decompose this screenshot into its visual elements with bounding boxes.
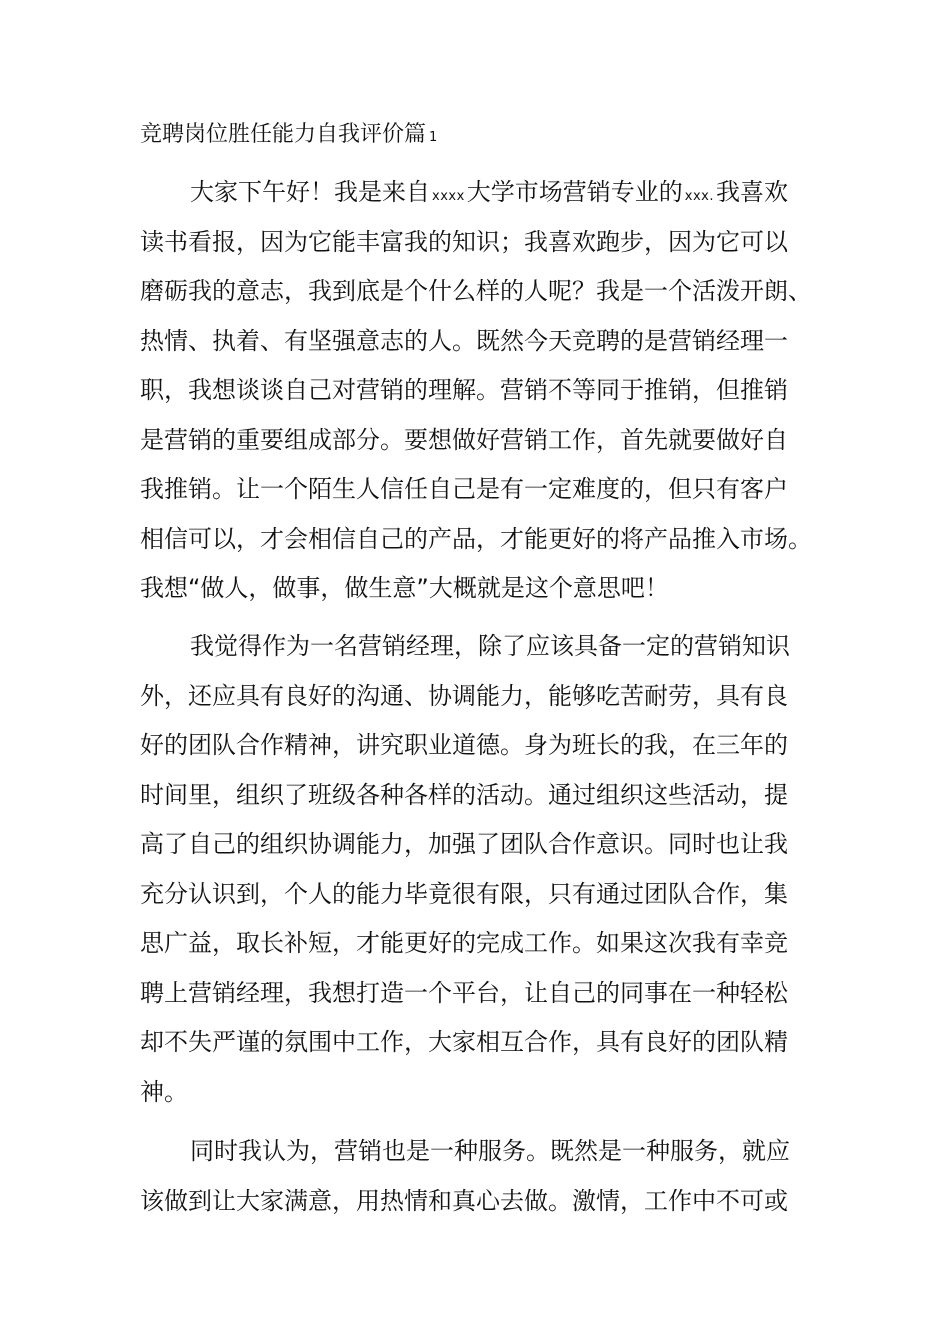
paragraph-line: 读书看报，因为它能丰富我的知识；我喜欢跑步，因为它可以 — [140, 227, 788, 256]
paragraph-line: 我想“做人，做事，做生意”大概就是这个意思吧！ — [140, 574, 669, 602]
paragraph-line: 充分认识到，个人的能力毕竟很有限，只有通过团队合作，集 — [140, 879, 788, 908]
paragraph-teamwork — [140, 622, 820, 1117]
text-segment: 我喜欢 — [716, 178, 788, 206]
paragraph-line: 聘上营销经理，我想打造一个平台，让自己的同事在一种轻松 — [140, 978, 788, 1007]
paragraph-line: 热情、执着、有坚强意志的人。既然今天竞聘的是营销经理一 — [140, 326, 788, 355]
paragraph-line: 时间里，组织了班级各种各样的活动。通过组织这些活动，提 — [140, 780, 788, 809]
title-text: 竞聘岗位胜任能力自我评价篇 — [140, 122, 427, 147]
paragraph-line: 职，我想谈谈自己对营销的理解。营销不等同于推销，但推销 — [140, 376, 788, 404]
paragraph-line: 是营销的重要组成部分。要想做好营销工作，首先就要做好自 — [140, 425, 788, 454]
paragraph-line: 我觉得作为一名营销经理，除了应该具备一定的营销知识 — [190, 632, 790, 660]
paragraph-service — [140, 1127, 820, 1226]
paragraph-line: 高了自己的组织协调能力，加强了团队合作意识。同时也让我 — [140, 830, 788, 858]
text-segment: 大学市场营销专业的 — [466, 178, 683, 206]
paragraph-line: 我推销。让一个陌生人信任自己是有一定难度的，但只有客户 — [140, 475, 788, 503]
paragraph-line: 却不失严谨的氛围中工作，大家相互合作，具有良好的团队精 — [140, 1028, 788, 1056]
school-placeholder: xxxx — [432, 189, 465, 204]
paragraph-self-introduction — [140, 168, 820, 614]
paragraph-line: 外，还应具有良好的沟通、协调能力，能够吃苦耐劳，具有良 — [140, 681, 788, 710]
paragraph-line: 磨砺我的意志，我到底是个什么样的人呢？我是一个活泼开朗、 — [140, 277, 812, 305]
title-number: 1 — [429, 130, 438, 145]
paragraph-line: 相信可以，才会相信自己的产品，才能更好的将产品推入市场。 — [140, 524, 812, 553]
paragraph-line: 好的团队合作精神，讲究职业道德。身为班长的我，在三年的 — [140, 731, 788, 759]
text-segment: 大家下午好！我是来自 — [190, 178, 430, 206]
paragraph-line — [140, 168, 820, 218]
document-title — [140, 118, 437, 155]
paragraph-line: 该做到让大家满意，用热情和真心去做。激情，工作中不可或 — [140, 1186, 788, 1215]
paragraph-line: 神。 — [140, 1077, 188, 1106]
name-placeholder: xxx. — [684, 189, 714, 204]
paragraph-line: 思广益，取长补短，才能更好的完成工作。如果这次我有幸竞 — [140, 929, 788, 957]
paragraph-line: 同时我认为，营销也是一种服务。既然是一种服务，就应 — [190, 1137, 790, 1165]
